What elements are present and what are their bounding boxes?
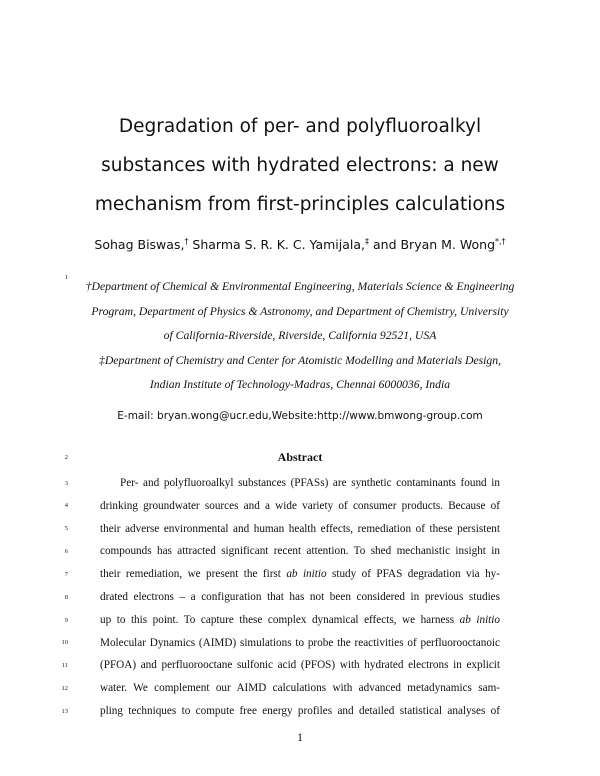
affiliations bbox=[60, 275, 540, 398]
line-number: 3 bbox=[64, 480, 68, 487]
line-number: 2 bbox=[64, 454, 68, 461]
line-number: 8 bbox=[64, 594, 68, 601]
author-mark: ‡ bbox=[365, 237, 370, 246]
author-name: Sohag Biswas, bbox=[94, 237, 185, 253]
abstract-line: their remediation, we present the first ab initio study of PFAS degradation via hy- bbox=[100, 568, 500, 581]
author-name: and Bryan M. Wong bbox=[369, 237, 496, 253]
abstract-line: (PFOA) and perfluorooctane sulfonic acid (PFOS) with hydrated electrons in explicit bbox=[100, 659, 500, 672]
abstract-body bbox=[100, 472, 500, 723]
author-name: Sharma S. R. K. C. Yamijala, bbox=[188, 237, 366, 253]
author-mark: † bbox=[184, 237, 189, 246]
title-line: substances with hydrated electrons: a new bbox=[101, 155, 499, 176]
abstract-line: drinking groundwater sources and a wide variety of consumer products. Because of bbox=[100, 499, 500, 512]
abstract-line: up to this point. To capture these complex dynamical effects, we harness ab initio bbox=[100, 613, 500, 626]
title-line: Degradation of per- and polyfluoroalkyl bbox=[118, 116, 482, 137]
line-number: 4 bbox=[64, 502, 68, 509]
abstract-line: water. We complement our AIMD calculations with advanced metadynamics sam- bbox=[100, 682, 500, 695]
line-number: 10 bbox=[61, 639, 68, 646]
author-list bbox=[40, 237, 560, 252]
abstract-line: their adverse environmental and human health effects, remediation of these persistent bbox=[100, 522, 500, 535]
affiliation-line: Program, Department of Physics & Astronomy, and Department of Chemistry, University bbox=[91, 304, 509, 318]
line-number: 6 bbox=[64, 548, 68, 555]
abstract-heading: Abstract bbox=[277, 450, 323, 464]
line-number: 13 bbox=[61, 708, 68, 715]
line-number: 9 bbox=[64, 617, 68, 624]
title-line: mechanism from first-principles calculations bbox=[94, 194, 506, 215]
line-number: 11 bbox=[61, 662, 68, 669]
abstract-line: Per- and polyfluoroalkyl substances (PFASs) are synthetic contaminants found in bbox=[120, 477, 500, 489]
line-number: 7 bbox=[64, 571, 68, 578]
contact-email: E-mail: bryan.wong@ucr.edu,Website:http://www.bmwong-group.com bbox=[117, 410, 483, 422]
abstract-line: Molecular Dynamics (AIMD) simulations to probe the reactivities of perfluorooctanoic bbox=[100, 636, 500, 649]
affiliation-line: †Department of Chemical & Environmental Engineering, Materials Science & Engineering bbox=[85, 280, 515, 293]
abstract-line: drated electrons – a configuration that has not been considered in previous studies bbox=[100, 590, 500, 603]
line-number: 1 bbox=[64, 274, 68, 281]
author-mark: *,† bbox=[495, 237, 506, 246]
line-number: 5 bbox=[64, 525, 68, 532]
affiliation-line: Indian Institute of Technology-Madras, Chennai 6000036, India bbox=[149, 378, 451, 391]
abstract-line: compounds has attracted significant recent attention. To shed mechanistic insight in bbox=[100, 545, 500, 558]
affiliation-line: of California-Riverside, Riverside, California 92521, USA bbox=[163, 329, 437, 342]
page-number: 1 bbox=[297, 730, 303, 744]
line-number: 12 bbox=[61, 685, 68, 692]
affiliation-line: ‡Department of Chemistry and Center for Atomistic Modelling and Materials Design, bbox=[99, 353, 501, 367]
paper-title bbox=[60, 107, 540, 224]
abstract-line: pling techniques to compute free energy profiles and detailed statistical analyses of bbox=[100, 704, 500, 717]
